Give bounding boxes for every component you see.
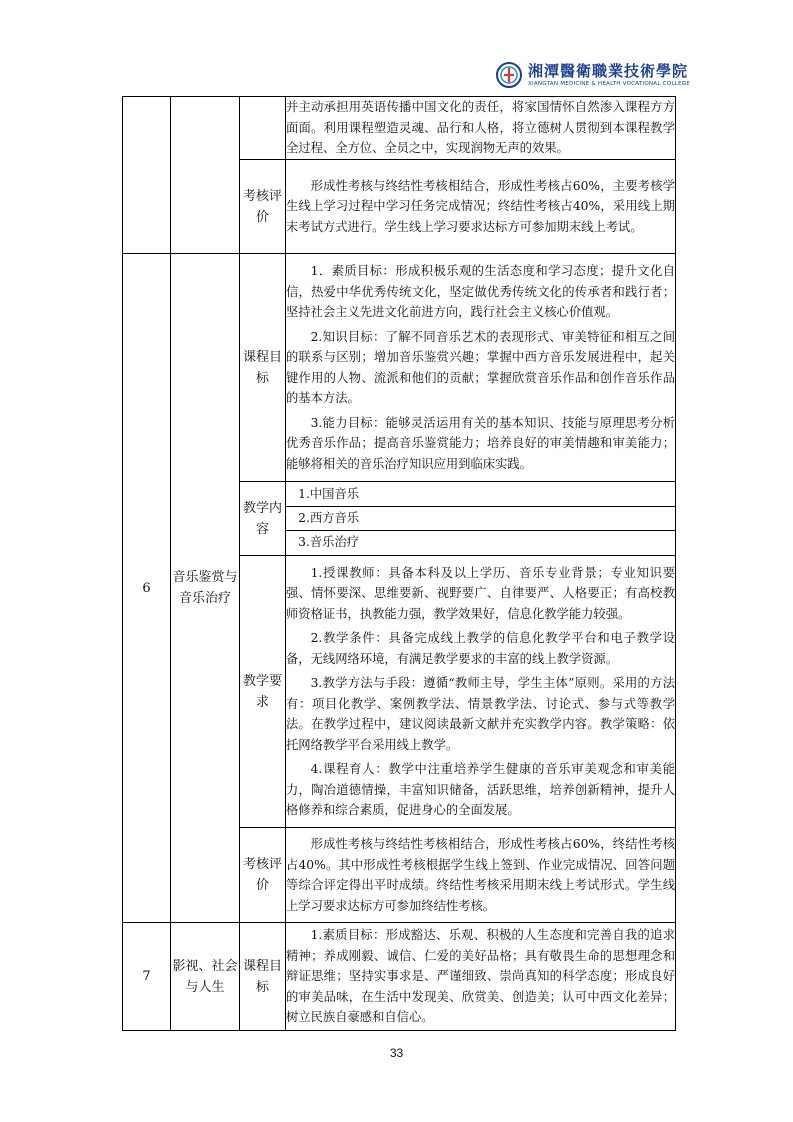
course-number: 7 [123, 923, 171, 1031]
table-row [123, 923, 676, 1031]
course-ideology-text: 并主动承担用英语传播中国文化的责任，将家国情怀自然渗入课程方方面面。利用课程塑造灵魂、品行和人格，将立德树人贯彻到本课程教学全过程、全方位、全员之中，实现润物无声的效果。 [286, 97, 676, 160]
list-item: 3.音乐治疗 [298, 535, 360, 549]
page-number: 33 [389, 1046, 404, 1060]
row-label-cell [240, 97, 286, 160]
course-goal-text: 1.素质目标：形成豁达、乐观、积极的人生态度和完善自我的追求精神；养成刚毅、诚信、仁爱的美好品格；具有敬畏生命的思想理念和辩证思维；坚持实事求是、严谨细致、崇尚真知的科学态度；形成良好的审美品味，在生活中发现美、欣赏美、创造美；认可中西文化差异；树立民族自豪感和自信心。 [286, 923, 676, 1031]
table-row [123, 254, 676, 482]
school-emblem-icon [496, 62, 522, 88]
assessment-label: 考核评价 [240, 160, 286, 254]
assessment-text: 形成性考核与终结性考核相结合，形成性考核占60%，主要考核学生线上学习过程中学习任务完成情况；终结性考核占40%，采用线上期末考试方式进行。学生线上学习要求达标方可参加期末线上考试。 [286, 160, 676, 254]
school-logo [496, 58, 696, 92]
list-item: 1.中国音乐 [286, 483, 675, 507]
assessment-text: 形成性考核与终结性考核相结合，形成性考核占60%，终结性考核占40%。其中形成性考核根据学生线上签到、作业完成情况、回答问题等综合评定得出平时成绩。终结性考核采用期末线上考试形式。学生线上学习要求达标方可参加终结性考核。 [286, 828, 676, 923]
course-table [122, 96, 676, 1031]
course-goal-label: 课程目标 [240, 254, 286, 482]
course-name: 音乐鉴赏与音乐治疗 [171, 254, 240, 923]
teaching-requirement-label: 教学要求 [240, 556, 286, 828]
assessment-label: 考核评价 [240, 828, 286, 923]
teaching-requirement-text: 1.授课教师：具备本科及以上学历、音乐专业背景；专业知识要强、情怀要深、思维要新、视野要广、自律要严、人格要正；有高校教师资格证书，执教能力强，教学效果好，信息化教学能力较强。 2.教学条件：具备完成线上教学的信息化教学平台和电子教学设备，无线网络环境，有满足教学要求的丰富的线上教学资源。 3.教学方法与手段：遵循“教师主导，学生主体”原则。采用的方法有：项目化教学、案例教学法、情景教学法、讨论式、参与式等教学法。在教学过程中，建议阅读最新文献并充实教学内容。教学策略：依托网络教学平台采用线上教学。 4.课程育人：教学中注重培养学生健康的音乐审美观念和审美能力，陶冶道德情操，丰富知识储备，活跃思维，培养创新精神，提升人格修养和综合素质，促进身心的全面发展。 [286, 556, 676, 828]
list-item: 2.西方音乐 [286, 507, 675, 531]
table-row [123, 97, 676, 160]
school-name-cn: 湘潭醫衛職業技術學院 [528, 62, 689, 80]
course-goal-label: 课程目标 [240, 923, 286, 1031]
course-number: 6 [123, 254, 171, 923]
course-number-cell [123, 97, 171, 254]
teaching-content-label: 教学内容 [240, 482, 286, 556]
course-name-cell [171, 97, 240, 254]
teaching-content-list [286, 482, 676, 556]
course-goal-text: 1．素质目标：形成积极乐观的生活态度和学习态度；提升文化自信，热爱中华优秀传统文化，坚定做优秀传统文化的传承者和践行者；坚持社会主义先进文化前进方向，践行社会主义核心价值观。 2.知识目标：了解不同音乐艺术的表现形式、审美特征和相互之间的联系与区别；增加音乐鉴赏兴趣；掌握中西方音乐发展进程中，起关键作用的人物、流派和他们的贡献；掌握欣赏音乐作品和创作音乐作品的基本方法。 3.能力目标：能够灵活运用有关的基本知识、技能与原理思考分析优秀音乐作品；提高音乐鉴赏能力；培养良好的审美情趣和审美能力；能够将相关的音乐治疗知识应用到临床实践。 [286, 254, 676, 482]
school-name-en: XIANGTAN MEDICINE & HEALTH VOCATIONAL COLLEGE [528, 81, 690, 87]
course-name: 影视、社会与人生 [171, 923, 240, 1031]
